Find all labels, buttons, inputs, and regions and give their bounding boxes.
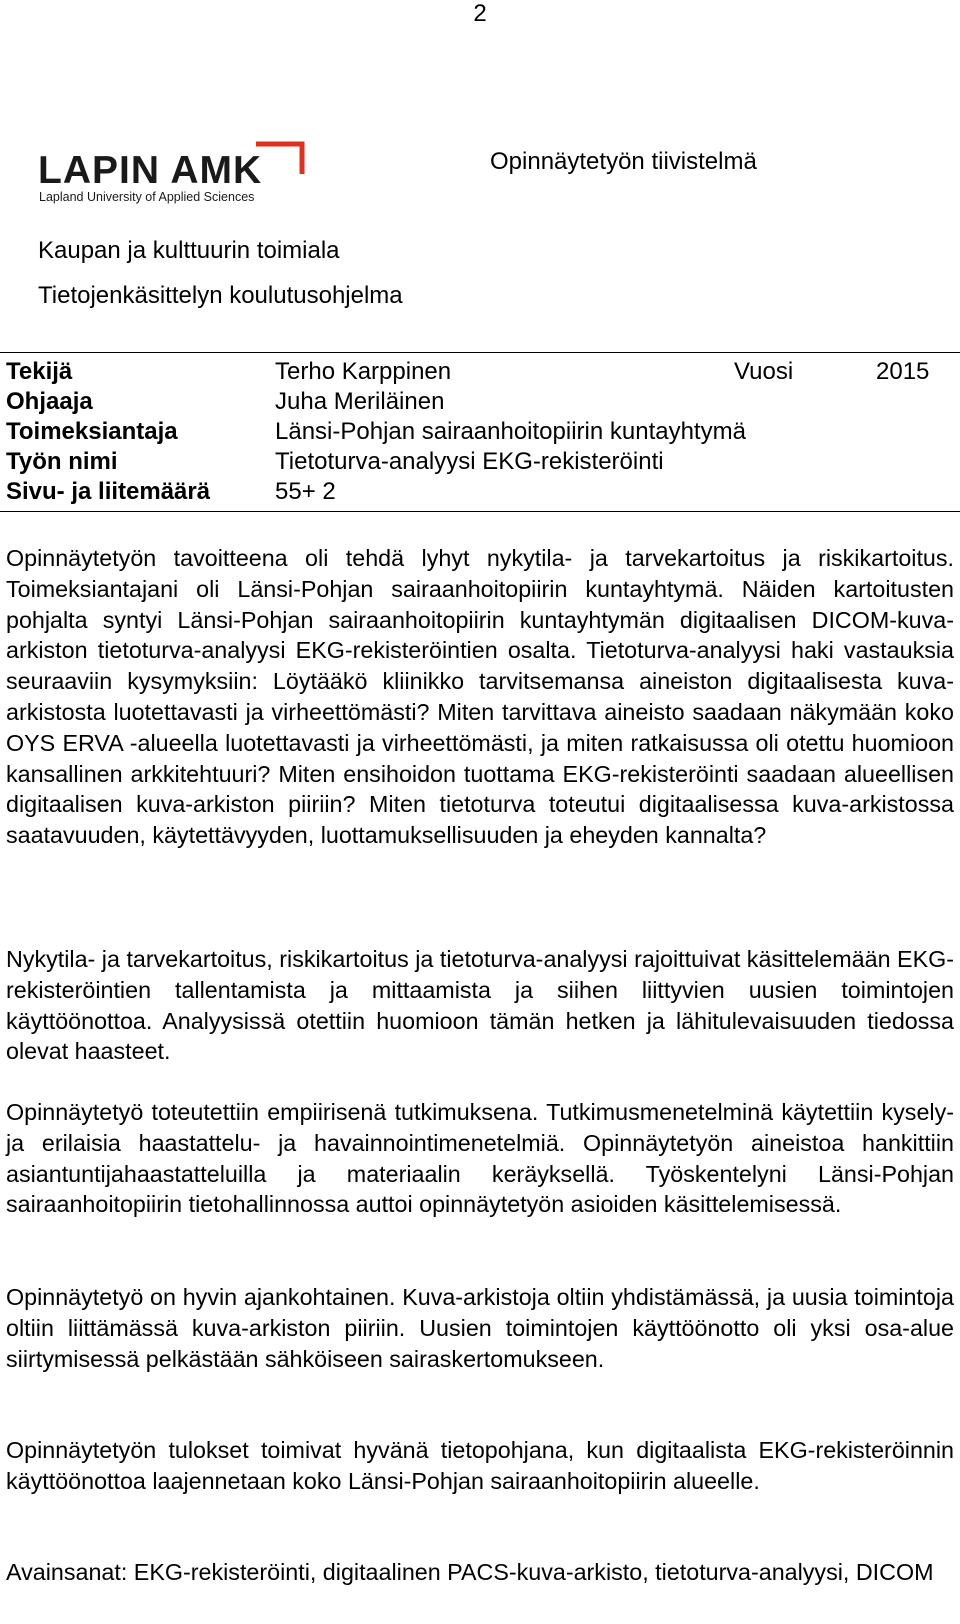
author-label: Tekijä (6, 358, 73, 385)
programme: Tietojenkäsittelyn koulutusohjelma (38, 282, 403, 309)
author-value: Terho Karppinen (275, 358, 452, 385)
year-label: Vuosi (734, 358, 794, 385)
keywords (6, 1557, 954, 1588)
lapin-amk-logo (38, 140, 278, 206)
year-value: 2015 (876, 358, 930, 385)
meta-row-commissioner (0, 417, 960, 447)
meta-row-title (0, 447, 960, 477)
keywords-values: EKG-rekisteröinti, digitaalinen PACS-kuva-arkisto, tietoturva-analyysi, DICOM (133, 1559, 934, 1585)
faculty: Kaupan ja kulttuurin toimiala (38, 237, 340, 264)
logo-name: LAPIN AMK (38, 149, 263, 192)
document-type: Opinnäytetyön tiivistelmä (490, 148, 757, 175)
meta-row-author (0, 357, 960, 387)
commissioner-label: Toimeksiantaja (6, 418, 178, 445)
logo-corner-mark-icon (252, 140, 312, 176)
abstract-paragraph: Nykytila- ja tarvekartoitus, riskikartoitus ja tietoturva-analyysi rajoittuivat käsittelemään EKG-rekisteröintien tallentamista ja mittaamista ja siihen liittyvien uusien toimintojen käyttöönottoa. Analyysissä otettiin huomioon tämän hetken ja lähitulevaisuuden tiedossa olevat haasteet. (6, 946, 954, 1065)
metadata-table (0, 352, 960, 512)
title-label: Työn nimi (6, 448, 118, 475)
title-value: Tietoturva-analyysi EKG-rekisteröinti (275, 448, 664, 475)
supervisor-value: Juha Meriläinen (275, 388, 445, 415)
page-number: 2 (473, 0, 487, 27)
meta-row-pages (0, 477, 960, 507)
abstract-paragraph: Opinnäytetyön tulokset toimivat hyvänä tietopohjana, kun digitaalista EKG-rekisteröinnin käyttöönottoa laajennetaan koko Länsi-Pohjan sairaanhoitopiirin alueelle. (6, 1437, 954, 1494)
abstract-paragraph: Opinnäytetyön tavoitteena oli tehdä lyhyt nykytila- ja tarvekartoitus ja riskikartoitus. Toimeksiantajani oli Länsi-Pohjan sairaanhoitopiirin kuntayhtymä. Näiden kartoitusten pohjalta syntyi Länsi-Pohjan sairaanhoitopiirin kuntayhtymän digitaalisen DICOM-kuva-arkiston tietoturva-analyysi EKG-rekisteröintien osalta. Tietoturva-analyysi haki vastauksia seuraaviin kysymyksiin: Löytääkö kliinikko tarvitsemansa aineiston digitaalisesta kuva-arkistosta luotettavasti ja virheettömästi? Miten tarvittava aineisto saadaan näkymään koko OYS ERVA -alueella luotettavasti ja virheettömästi, ja miten ratkaisussa oli otettu huomioon kansallinen arkkitehtuuri? Miten ensihoidon tuottama EKG-rekisteröinti saadaan alueellisen digitaalisen kuva-arkiston piiriin? Miten tietoturva toteutui digitaalisessa kuva-arkistossa saatavuuden, käytettävyyden, luottamuksellisuuden ja eheyden kannalta? (6, 545, 954, 849)
abstract-paragraph: Opinnäytetyö on hyvin ajankohtainen. Kuva-arkistoja oltiin yhdistämässä, ja uusia toimintoja oltiin liittämässä kuva-arkiston piiriin. Uusien toimintojen käyttöönotto oli yksi osa-alue siirtymisessä pelkästään sähköiseen sairaskertomukseen. (6, 1284, 954, 1372)
supervisor-label: Ohjaaja (6, 388, 93, 415)
logo-subtitle: Lapland University of Applied Sciences (39, 190, 255, 204)
pages-value: 55+ 2 (275, 478, 336, 505)
pages-label: Sivu- ja liitemäärä (6, 478, 211, 505)
commissioner-value: Länsi-Pohjan sairaanhoitopiirin kuntayhtymä (275, 418, 746, 445)
meta-row-supervisor (0, 387, 960, 417)
keywords-label: Avainsanat: (6, 1559, 134, 1585)
abstract-paragraph: Opinnäytetyö toteutettiin empiirisenä tutkimuksena. Tutkimusmenetelminä käytettiin kysely- ja erilaisia haastattelu- ja havainnointimenetelmiä. Opinnäytetyön aineistoa hankittiin asiantuntijahaastatteluilla ja materiaalin keräyksellä. Työskentelyni Länsi-Pohjan sairaanhoitopiirin tietohallinnossa auttoi opinnäytetyön asioiden käsittelemisessä. (6, 1099, 954, 1218)
